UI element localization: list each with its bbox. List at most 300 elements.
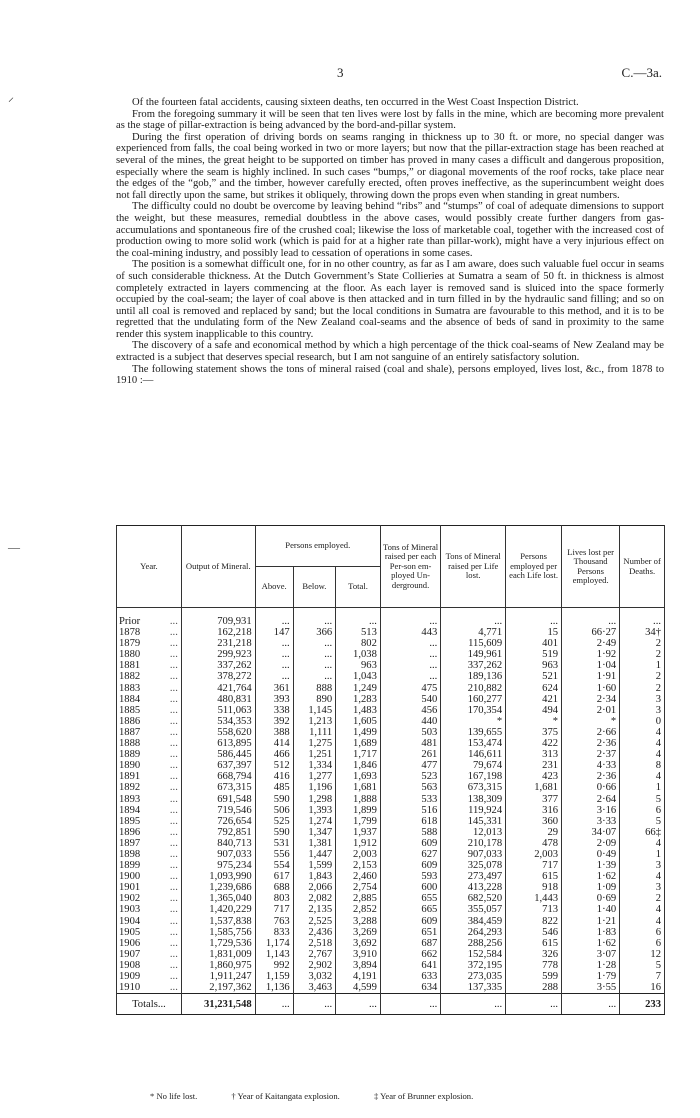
table-row [117, 849, 665, 860]
cell-above: 338 [255, 705, 293, 716]
cell-below: 2,436 [293, 927, 335, 938]
cell-year: 1893 ... [117, 794, 182, 805]
cell-year: 1897 ... [117, 838, 182, 849]
cell-tons-per-life: 325,078 [441, 860, 506, 871]
cell-output: 637,397 [181, 760, 255, 771]
totals-row [117, 994, 665, 1015]
cell-year: 1882 ... [117, 671, 182, 682]
cell-total: 2,460 [336, 871, 381, 882]
table-row [117, 916, 665, 927]
cell-persons-per-life: 421 [506, 694, 562, 705]
cell-tons-per-life: 139,655 [441, 727, 506, 738]
cell-above: 833 [255, 927, 293, 938]
cell-deaths: ... [620, 608, 665, 628]
totals-tons-per-life: ... [441, 994, 506, 1015]
cell-total: 1,846 [336, 760, 381, 771]
cell-total: 1,717 [336, 749, 381, 760]
cell-year: 1889 ... [117, 749, 182, 760]
cell-below: 3,463 [293, 982, 335, 994]
cell-output: 337,262 [181, 660, 255, 671]
cell-total: 2,885 [336, 893, 381, 904]
cell-output: 586,445 [181, 749, 255, 760]
cell-below: 2,135 [293, 904, 335, 915]
cell-below: 2,518 [293, 938, 335, 949]
cell-below: 1,274 [293, 816, 335, 827]
table-row [117, 882, 665, 893]
cell-total: 1,038 [336, 649, 381, 660]
cell-persons-per-life: 717 [506, 860, 562, 871]
cell-output: 907,033 [181, 849, 255, 860]
table-row [117, 782, 665, 793]
cell-tons-per-life: 149,961 [441, 649, 506, 660]
cell-deaths: 16 [620, 982, 665, 994]
cell-deaths: 5 [620, 960, 665, 971]
cell-tons-per-person: 523 [380, 771, 440, 782]
cell-total: 3,692 [336, 938, 381, 949]
cell-total: 1,043 [336, 671, 381, 682]
cell-tons-per-life: 210,882 [441, 683, 506, 694]
cell-below: 1,213 [293, 716, 335, 727]
cell-output: 1,729,536 [181, 938, 255, 949]
table-row [117, 749, 665, 760]
cell-below: ... [293, 638, 335, 649]
cell-tons-per-life: 189,136 [441, 671, 506, 682]
cell-total: 3,910 [336, 949, 381, 960]
cell-below: 1,381 [293, 838, 335, 849]
cell-tons-per-life: 138,309 [441, 794, 506, 805]
cell-deaths: 4 [620, 727, 665, 738]
cell-persons-per-life: 822 [506, 916, 562, 927]
cell-below: 2,082 [293, 893, 335, 904]
cell-persons-per-life: 2,003 [506, 849, 562, 860]
cell-year: 1909 ... [117, 971, 182, 982]
cell-persons-per-life: 519 [506, 649, 562, 660]
cell-year: 1900 ... [117, 871, 182, 882]
footnotes [150, 1091, 650, 1101]
cell-above: 512 [255, 760, 293, 771]
cell-deaths: 4 [620, 916, 665, 927]
cell-total: 1,483 [336, 705, 381, 716]
cell-persons-per-life: 713 [506, 904, 562, 915]
cell-output: 1,239,686 [181, 882, 255, 893]
cell-output: 1,365,040 [181, 893, 255, 904]
cell-tons-per-life: 160,277 [441, 694, 506, 705]
cell-below: 1,298 [293, 794, 335, 805]
cell-above: 1,174 [255, 938, 293, 949]
cell-output: 162,218 [181, 627, 255, 638]
cell-persons-per-life: 778 [506, 960, 562, 971]
cell-tons-per-person: 641 [380, 960, 440, 971]
cell-tons-per-person: 503 [380, 727, 440, 738]
cell-deaths: 1 [620, 849, 665, 860]
cell-below: 1,277 [293, 771, 335, 782]
table-row [117, 904, 665, 915]
cell-tons-per-life: 273,035 [441, 971, 506, 982]
cell-tons-per-person: 609 [380, 860, 440, 871]
cell-tons-per-person: ... [380, 660, 440, 671]
page-number: 3 [337, 65, 344, 80]
cell-deaths: 12 [620, 949, 665, 960]
table-row [117, 960, 665, 971]
cell-lives-per-thousand: 0·49 [562, 849, 620, 860]
cell-below: ... [293, 671, 335, 682]
cell-persons-per-life: 313 [506, 749, 562, 760]
cell-lives-per-thousand: 1·83 [562, 927, 620, 938]
cell-below: 1,447 [293, 849, 335, 860]
cell-year: 1907 ... [117, 949, 182, 960]
cell-above: 392 [255, 716, 293, 727]
cell-tons-per-life: 146,611 [441, 749, 506, 760]
cell-below: 3,032 [293, 971, 335, 982]
paragraph: The position is a somewhat difficult one, for in no other country, as far as I am aware, does such valuable fuel occur in seams of such considerable thickness. At the Dutch Government’s State Collieries at Sumatra a seam of 50 ft. in thickness is almost completely extracted in layers commencing at the floor. As each layer is removed sand is sluiced into the space formerly occupied by the coal-seam; the layer of coal above is then attacked and in turn filled in by the hydraulic sand filling; and so on until all coal is removed and replaced by sand; but the local conditions in Sumatra are favourable to this method, and it is to be regretted that the undulating form of the New Zealand coal-seams and the absence of beds of sand in proximity to the same render this system inapplicable to this country. [116, 259, 664, 340]
cell-below: 1,251 [293, 749, 335, 760]
table-row [117, 860, 665, 871]
cell-deaths: 1 [620, 660, 665, 671]
cell-year: 1910 ... [117, 982, 182, 994]
header-total: Total. [336, 567, 381, 608]
cell-total: 1,499 [336, 727, 381, 738]
cell-below: ... [293, 649, 335, 660]
margin-mark: ⸝ [8, 90, 15, 104]
cell-tons-per-person: ... [380, 608, 440, 628]
header-year: Year. [117, 526, 182, 608]
cell-output: 378,272 [181, 671, 255, 682]
cell-below: 1,145 [293, 705, 335, 716]
paragraph: From the foregoing summary it will be seen that ten lives were lost by falls in the mine, which are becoming more prevalent as the stage of pillar-extraction is being advanced by the bord-and-pillar system. [116, 108, 664, 132]
cell-output: 719,546 [181, 805, 255, 816]
cell-year: 1880 ... [117, 649, 182, 660]
cell-deaths: 2 [620, 649, 665, 660]
cell-year: 1879 ... [117, 638, 182, 649]
cell-deaths: 4 [620, 771, 665, 782]
cell-above: 688 [255, 882, 293, 893]
cell-output: 792,851 [181, 827, 255, 838]
cell-total: 1,249 [336, 683, 381, 694]
cell-year: 1899 ... [117, 860, 182, 871]
cell-output: 558,620 [181, 727, 255, 738]
table-row [117, 608, 665, 628]
header-below: Below. [293, 567, 335, 608]
cell-year: 1901 ... [117, 882, 182, 893]
cell-tons-per-life: 145,331 [441, 816, 506, 827]
cell-year: 1890 ... [117, 760, 182, 771]
cell-below: 1,111 [293, 727, 335, 738]
cell-tons-per-life: * [441, 716, 506, 727]
cell-total: 2,153 [336, 860, 381, 871]
cell-year: 1904 ... [117, 916, 182, 927]
cell-persons-per-life: 494 [506, 705, 562, 716]
cell-tons-per-life: 152,584 [441, 949, 506, 960]
cell-above: 531 [255, 838, 293, 849]
cell-year: 1883 ... [117, 683, 182, 694]
cell-persons-per-life: 423 [506, 771, 562, 782]
cell-year: 1896 ... [117, 827, 182, 838]
cell-above: 393 [255, 694, 293, 705]
paragraph: The following statement shows the tons of mineral raised (coal and shale), persons employed, lives lost, &c., from 1878 to 1910 :— [116, 363, 664, 387]
cell-lives-per-thousand: 3·33 [562, 816, 620, 827]
cell-persons-per-life: 231 [506, 760, 562, 771]
cell-tons-per-life: 337,262 [441, 660, 506, 671]
cell-output: 421,764 [181, 683, 255, 694]
cell-deaths: 0 [620, 716, 665, 727]
cell-output: 1,911,247 [181, 971, 255, 982]
cell-persons-per-life: 546 [506, 927, 562, 938]
cell-deaths: 7 [620, 971, 665, 982]
table-row [117, 683, 665, 694]
cell-lives-per-thousand: ... [562, 608, 620, 628]
cell-output: 231,218 [181, 638, 255, 649]
cell-tons-per-person: 634 [380, 982, 440, 994]
cell-persons-per-life: 316 [506, 805, 562, 816]
cell-tons-per-life: 355,057 [441, 904, 506, 915]
cell-total: 1,899 [336, 805, 381, 816]
cell-year: 1887 ... [117, 727, 182, 738]
paragraph: The difficulty could no doubt be overcome by leaving behind “ribs” and “stumps” of coal of adequate dimensions to support the weight, but these measures, remedial doubtless in the above cases, would possibly create further dangers from gas-accumulations and spontaneous fire of the crushed coal; likewise the loss of marketable coal, together with the increased cost of production owing to more solid work (which is paid for at a higher rate than pillar-work), might have a very injurious effect on the coal-mining industry, and possibly lead to cessation of operations in some cases. [116, 201, 664, 259]
cell-deaths: 6 [620, 927, 665, 938]
cell-above: 525 [255, 816, 293, 827]
cell-lives-per-thousand: 1·62 [562, 938, 620, 949]
cell-lives-per-thousand: 1·21 [562, 916, 620, 927]
cell-tons-per-life: 167,198 [441, 771, 506, 782]
cell-tons-per-person: 651 [380, 927, 440, 938]
header-persons-per-life: Persons employed per each Life lost. [506, 526, 562, 608]
cell-tons-per-life: 907,033 [441, 849, 506, 860]
cell-year: 1891 ... [117, 771, 182, 782]
cell-total: 802 [336, 638, 381, 649]
cell-total: 3,269 [336, 927, 381, 938]
cell-lives-per-thousand: 2·66 [562, 727, 620, 738]
cell-tons-per-person: 456 [380, 705, 440, 716]
cell-lives-per-thousand: 1·09 [562, 882, 620, 893]
cell-above: 590 [255, 794, 293, 805]
table-row [117, 771, 665, 782]
cell-tons-per-person: 261 [380, 749, 440, 760]
cell-deaths: 2 [620, 638, 665, 649]
cell-below: 366 [293, 627, 335, 638]
cell-output: 668,794 [181, 771, 255, 782]
cell-persons-per-life: 918 [506, 882, 562, 893]
cell-persons-per-life: 401 [506, 638, 562, 649]
cell-output: 1,093,990 [181, 871, 255, 882]
totals-output: 31,231,548 [181, 994, 255, 1015]
table-row [117, 805, 665, 816]
cell-lives-per-thousand: 2·49 [562, 638, 620, 649]
cell-deaths: 6 [620, 805, 665, 816]
table-row [117, 971, 665, 982]
cell-year: 1886 ... [117, 716, 182, 727]
cell-below: 1,347 [293, 827, 335, 838]
cell-below: 890 [293, 694, 335, 705]
cell-persons-per-life: 1,443 [506, 893, 562, 904]
cell-lives-per-thousand: 1·79 [562, 971, 620, 982]
cell-output: 1,420,229 [181, 904, 255, 915]
cell-lives-per-thousand: 1·62 [562, 871, 620, 882]
cell-tons-per-person: 443 [380, 627, 440, 638]
totals-above: ... [255, 994, 293, 1015]
cell-above: 617 [255, 871, 293, 882]
cell-year: 1898 ... [117, 849, 182, 860]
cell-tons-per-person: 475 [380, 683, 440, 694]
cell-lives-per-thousand: 2·01 [562, 705, 620, 716]
cell-lives-per-thousand: 1·04 [562, 660, 620, 671]
cell-above: 485 [255, 782, 293, 793]
cell-total: 2,754 [336, 882, 381, 893]
cell-above: ... [255, 660, 293, 671]
cell-deaths: 3 [620, 860, 665, 871]
cell-year: 1884 ... [117, 694, 182, 705]
cell-tons-per-person: 481 [380, 738, 440, 749]
cell-above: 147 [255, 627, 293, 638]
cell-output: 511,063 [181, 705, 255, 716]
cell-below: 1,334 [293, 760, 335, 771]
cell-tons-per-life: 79,674 [441, 760, 506, 771]
cell-tons-per-person: 662 [380, 949, 440, 960]
cell-tons-per-person: 609 [380, 916, 440, 927]
cell-persons-per-life: 422 [506, 738, 562, 749]
table-row [117, 694, 665, 705]
cell-output: 1,831,009 [181, 949, 255, 960]
cell-total: 4,599 [336, 982, 381, 994]
cell-tons-per-person: 609 [380, 838, 440, 849]
table-row [117, 660, 665, 671]
cell-persons-per-life: 1,681 [506, 782, 562, 793]
table-row [117, 982, 665, 994]
cell-total: 1,689 [336, 738, 381, 749]
cell-above: 717 [255, 904, 293, 915]
cell-persons-per-life: 615 [506, 871, 562, 882]
cell-deaths: 5 [620, 794, 665, 805]
header-persons-employed: Persons employed. [255, 526, 380, 567]
cell-tons-per-person: 627 [380, 849, 440, 860]
cell-lives-per-thousand: 1·28 [562, 960, 620, 971]
cell-lives-per-thousand: 1·60 [562, 683, 620, 694]
cell-total: 3,894 [336, 960, 381, 971]
header-deaths: Number of Deaths. [620, 526, 665, 608]
cell-deaths: 4 [620, 749, 665, 760]
cell-tons-per-life: 115,609 [441, 638, 506, 649]
cell-lives-per-thousand: 2·36 [562, 738, 620, 749]
cell-total: 1,912 [336, 838, 381, 849]
cell-tons-per-life: 210,178 [441, 838, 506, 849]
cell-persons-per-life: 15 [506, 627, 562, 638]
table-row [117, 638, 665, 649]
cell-deaths: 4 [620, 738, 665, 749]
footnote: † Year of Kaitangata explosion. [231, 1091, 340, 1101]
table-row [117, 927, 665, 938]
cell-tons-per-person: 600 [380, 882, 440, 893]
cell-year: 1881 ... [117, 660, 182, 671]
cell-output: 613,895 [181, 738, 255, 749]
cell-tons-per-life: 12,013 [441, 827, 506, 838]
cell-persons-per-life: 377 [506, 794, 562, 805]
cell-tons-per-life: 413,228 [441, 882, 506, 893]
cell-output: 534,353 [181, 716, 255, 727]
cell-tons-per-life: 170,354 [441, 705, 506, 716]
cell-lives-per-thousand: 2·09 [562, 838, 620, 849]
cell-tons-per-person: ... [380, 638, 440, 649]
cell-year: 1902 ... [117, 893, 182, 904]
cell-below: 2,767 [293, 949, 335, 960]
cell-below: 2,525 [293, 916, 335, 927]
cell-year: 1895 ... [117, 816, 182, 827]
table-row [117, 794, 665, 805]
cell-persons-per-life: * [506, 716, 562, 727]
cell-output: 299,923 [181, 649, 255, 660]
cell-tons-per-person: 687 [380, 938, 440, 949]
cell-above: ... [255, 638, 293, 649]
cell-deaths: 2 [620, 893, 665, 904]
cell-tons-per-person: 593 [380, 871, 440, 882]
cell-deaths: 34† [620, 627, 665, 638]
cell-year: 1908 ... [117, 960, 182, 971]
cell-below: 2,066 [293, 882, 335, 893]
cell-output: 691,548 [181, 794, 255, 805]
table-row [117, 649, 665, 660]
cell-output: 840,713 [181, 838, 255, 849]
header-output: Output of Mineral. [181, 526, 255, 608]
cell-year: 1878 ... [117, 627, 182, 638]
cell-persons-per-life: 29 [506, 827, 562, 838]
cell-above: 361 [255, 683, 293, 694]
cell-lives-per-thousand: 34·07 [562, 827, 620, 838]
cell-lives-per-thousand: 0·69 [562, 893, 620, 904]
cell-year: 1903 ... [117, 904, 182, 915]
cell-tons-per-life: 119,924 [441, 805, 506, 816]
cell-tons-per-person: 655 [380, 893, 440, 904]
cell-below: 2,902 [293, 960, 335, 971]
totals-deaths: 233 [620, 994, 665, 1015]
cell-lives-per-thousand: 1·92 [562, 649, 620, 660]
cell-above: 416 [255, 771, 293, 782]
cell-tons-per-person: 477 [380, 760, 440, 771]
cell-total: 513 [336, 627, 381, 638]
margin-mark: — [8, 540, 20, 554]
cell-lives-per-thousand: 2·37 [562, 749, 620, 760]
cell-lives-per-thousand: 3·07 [562, 949, 620, 960]
cell-total: 1,693 [336, 771, 381, 782]
cell-tons-per-person: 633 [380, 971, 440, 982]
cell-lives-per-thousand: 66·27 [562, 627, 620, 638]
cell-lives-per-thousand: 0·66 [562, 782, 620, 793]
cell-output: 726,654 [181, 816, 255, 827]
cell-total: 1,605 [336, 716, 381, 727]
cell-tons-per-life: 264,293 [441, 927, 506, 938]
paragraph: The discovery of a safe and economical method by which a high percentage of the thick coal-seams of New Zealand may be extracted is a subject that deserves special research, but I am not sanguine of an entirely satisfactory solution. [116, 340, 664, 364]
cell-output: 2,197,362 [181, 982, 255, 994]
cell-above: 590 [255, 827, 293, 838]
table-row [117, 893, 665, 904]
cell-persons-per-life: 615 [506, 938, 562, 949]
cell-lives-per-thousand: 1·91 [562, 671, 620, 682]
cell-below: 1,393 [293, 805, 335, 816]
cell-below: 1,275 [293, 738, 335, 749]
cell-tons-per-life: 273,497 [441, 871, 506, 882]
cell-deaths: 4 [620, 838, 665, 849]
cell-total: 1,799 [336, 816, 381, 827]
table-row [117, 938, 665, 949]
cell-total: 2,852 [336, 904, 381, 915]
cell-deaths: 3 [620, 694, 665, 705]
cell-deaths: 1 [620, 782, 665, 793]
cell-above: 414 [255, 738, 293, 749]
cell-deaths: 2 [620, 683, 665, 694]
cell-total: 4,191 [336, 971, 381, 982]
document-code: C.—3a. [621, 65, 662, 80]
cell-persons-per-life: 521 [506, 671, 562, 682]
cell-above: 992 [255, 960, 293, 971]
cell-tons-per-person: 540 [380, 694, 440, 705]
table-row [117, 705, 665, 716]
